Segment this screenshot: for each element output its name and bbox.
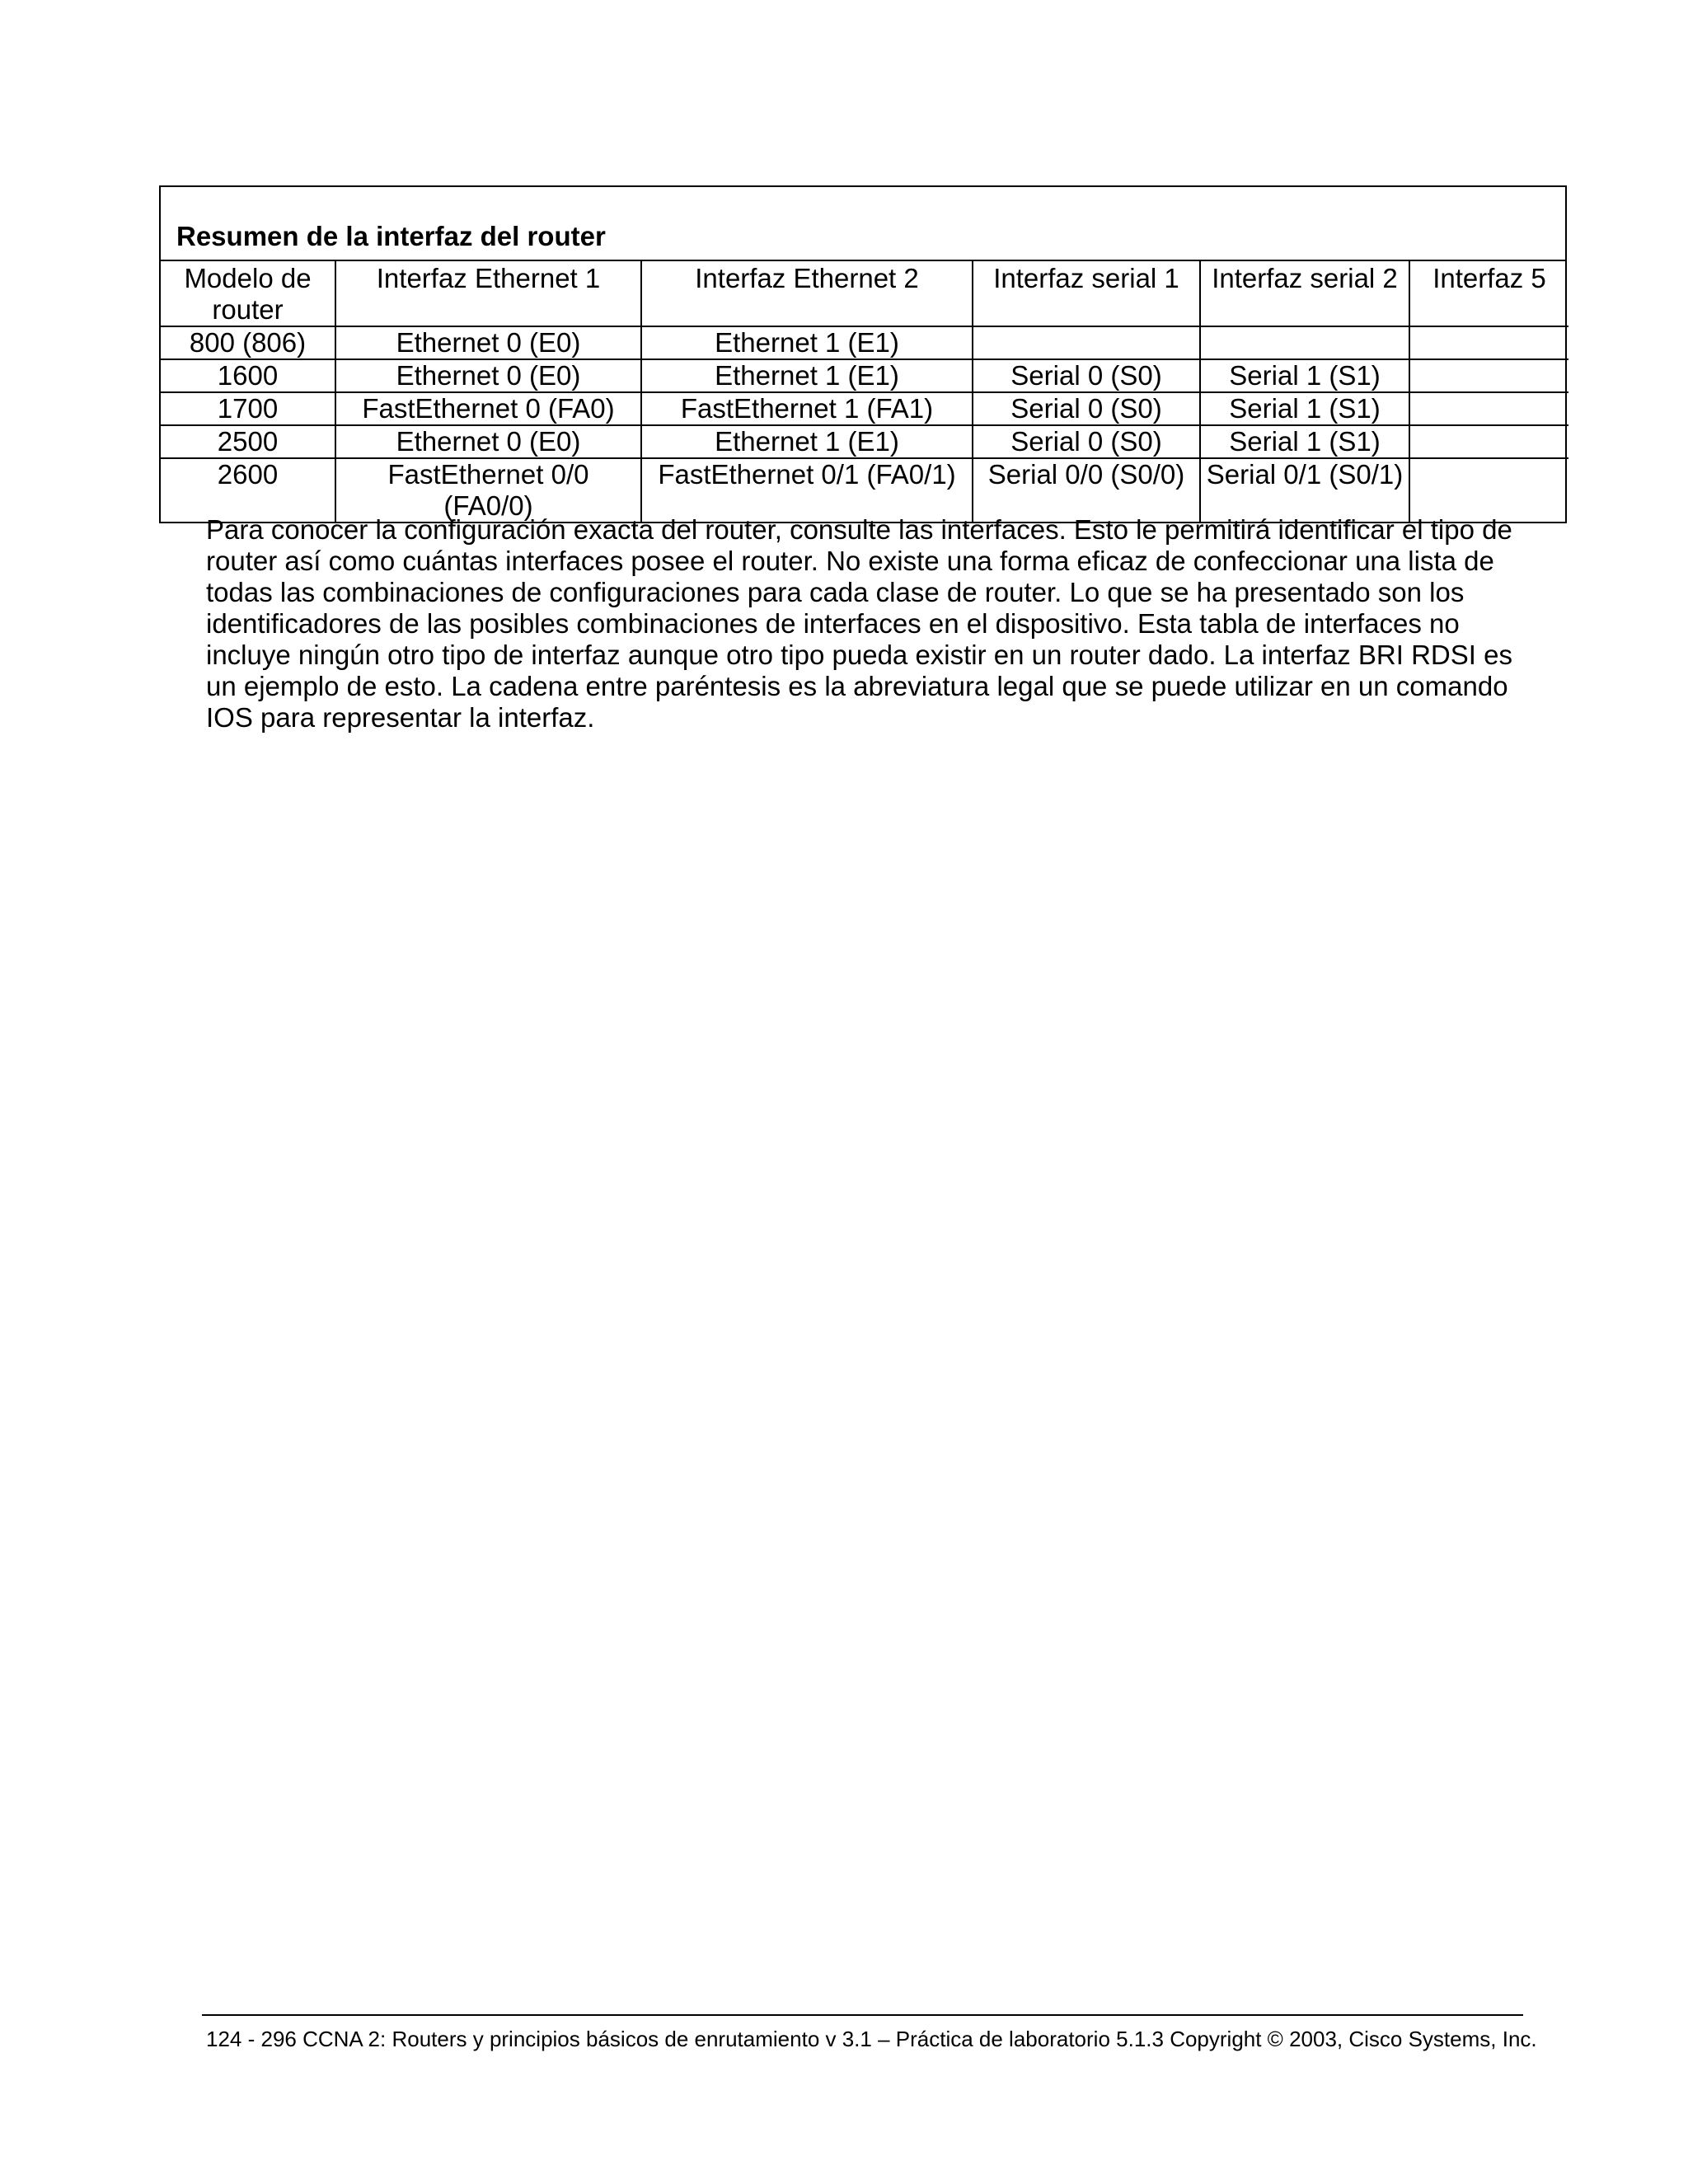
table-cell: Ethernet 1 (E1) (641, 359, 973, 392)
table-cell (1200, 326, 1409, 359)
table-cell: Serial 0 (S0) (973, 425, 1200, 458)
footer-divider (202, 2014, 1523, 2016)
table-cell (1409, 458, 1568, 522)
page-footer: 124 - 296 CCNA 2: Routers y principios básicos de enrutamiento v 3.1 – Práctica de laboratorio 5.1.3 Copyright © 2003, Cisco Systems, Inc. (206, 2027, 1537, 2051)
table-header-row (161, 261, 1568, 326)
table-cell: Serial 0 (S0) (973, 392, 1200, 425)
table-row (161, 359, 1568, 392)
table-cell (1409, 359, 1568, 392)
table-cell: Serial 1 (S1) (1200, 392, 1409, 425)
table-row (161, 458, 1568, 522)
table-cell: Serial 1 (S1) (1200, 359, 1409, 392)
table-cell (1409, 392, 1568, 425)
table-cell (1409, 326, 1568, 359)
summary-title: Resumen de la interfaz del router (161, 187, 1565, 261)
table-cell: 2500 (161, 425, 335, 458)
table-row (161, 425, 1568, 458)
table-row (161, 392, 1568, 425)
table-row (161, 326, 1568, 359)
table-cell: FastEthernet 0/0 (FA0/0) (335, 458, 641, 522)
table-cell: FastEthernet 0 (FA0) (335, 392, 641, 425)
header-ethernet-1: Interfaz Ethernet 1 (335, 261, 641, 326)
table-cell (1409, 425, 1568, 458)
router-interface-summary (159, 185, 1567, 523)
table-cell: 1600 (161, 359, 335, 392)
table-cell: Ethernet 0 (E0) (335, 425, 641, 458)
table-cell: Serial 1 (S1) (1200, 425, 1409, 458)
table-cell (973, 326, 1200, 359)
table-cell: 2600 (161, 458, 335, 522)
table-cell: Ethernet 1 (E1) (641, 326, 973, 359)
header-serial-2: Interfaz serial 2 (1200, 261, 1409, 326)
interface-table (161, 261, 1568, 522)
header-ethernet-2: Interfaz Ethernet 2 (641, 261, 973, 326)
table-cell: 1700 (161, 392, 335, 425)
table-cell: Ethernet 1 (E1) (641, 425, 973, 458)
table-cell: Serial 0 (S0) (973, 359, 1200, 392)
table-cell: Ethernet 0 (E0) (335, 326, 641, 359)
table-cell: Serial 0/0 (S0/0) (973, 458, 1200, 522)
header-interface-5: Interfaz 5 (1409, 261, 1568, 326)
header-serial-1: Interfaz serial 1 (973, 261, 1200, 326)
table-cell: Serial 0/1 (S0/1) (1200, 458, 1409, 522)
table-cell: 800 (806) (161, 326, 335, 359)
table-cell: FastEthernet 1 (FA1) (641, 392, 973, 425)
table-cell: Ethernet 0 (E0) (335, 359, 641, 392)
header-router-model: Modelo de router (184, 263, 312, 325)
table-cell: FastEthernet 0/1 (FA0/1) (641, 458, 973, 522)
interface-note-paragraph: Para conocer la configuración exacta del router, consulte las interfaces. Esto le permitirá identificar el tipo de router así como cuántas interfaces posee el router. No existe una forma eficaz de confeccionar una lista de todas las combinaciones de configuraciones para cada clase de router. Lo que se ha presentado son los identificadores de las posibles combinaciones de interfaces en el dispositivo. Esta tabla de interfaces no incluye ningún otro tipo de interfaz aunque otro tipo pueda existir en un router dado. La interfaz BRI RDSI es un ejemplo de esto. La cadena entre paréntesis es la abreviatura legal que se puede utilizar en un comando IOS para representar la interfaz. (206, 514, 1512, 733)
